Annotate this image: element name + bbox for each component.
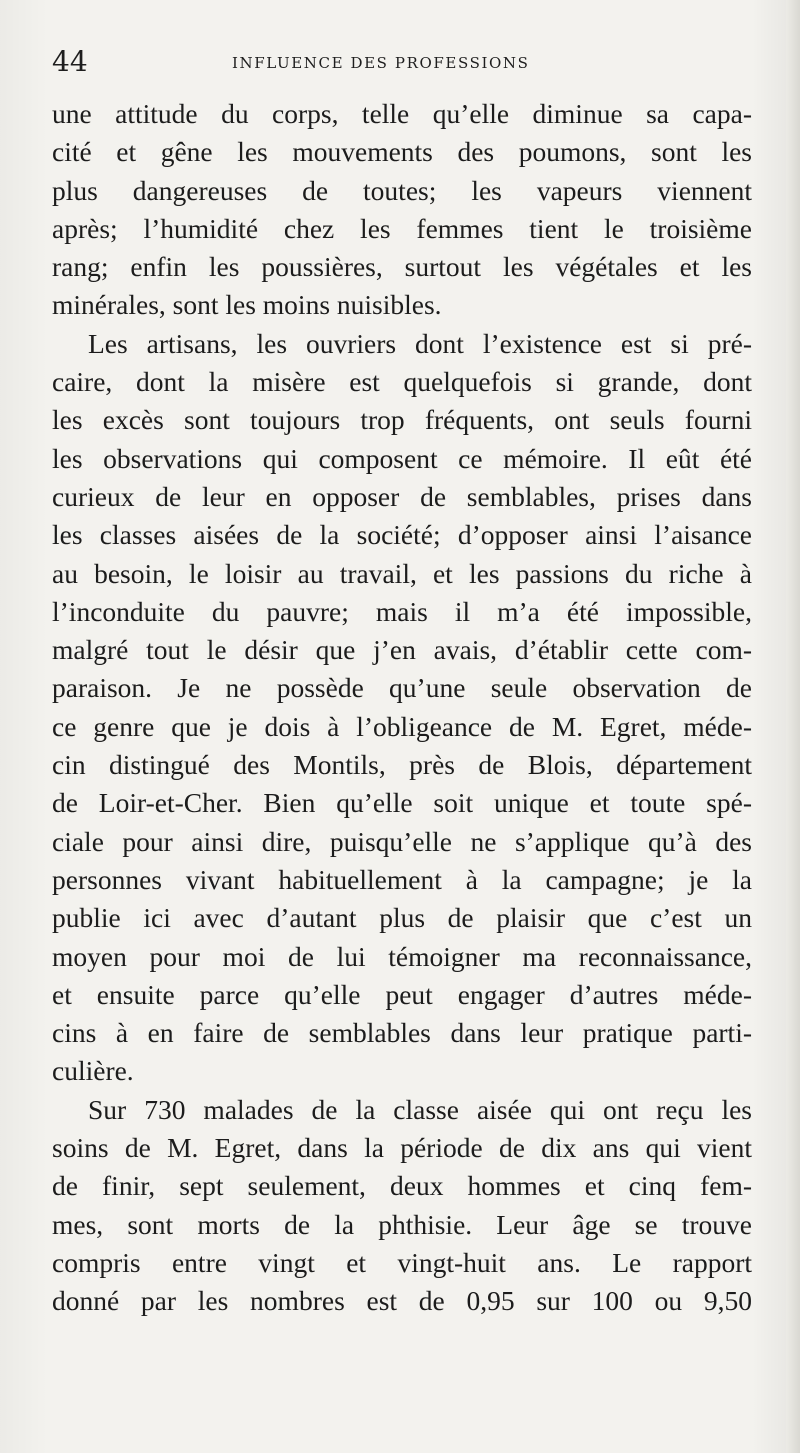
running-title: INFLUENCE DES PROFESSIONS	[232, 54, 530, 72]
text-line: mes, sont morts de la phthisie. Leur âge se trouve	[52, 1208, 752, 1240]
text-line: les classes aisées de la société; d’opposer ainsi l’aisance	[52, 519, 752, 551]
text-line: minérales, sont les moins nuisibles.	[52, 289, 442, 321]
text-line: compris entre vingt et vingt-huit ans. Le rapport	[52, 1246, 752, 1278]
text-line: après; l’humidité chez les femmes tient le troisième	[52, 212, 752, 244]
text-line: curieux de leur en opposer de semblables, prises dans	[52, 480, 752, 512]
text-line: cité et gêne les mouvements des poumons, sont les	[52, 136, 752, 168]
text-line: malgré tout le désir que j’en avais, d’établir cette com-	[52, 634, 752, 666]
text-line: et ensuite parce qu’elle peut engager d’autres méde-	[52, 978, 752, 1010]
text-line: ce genre que je dois à l’obligeance de M. Egret, méde-	[52, 710, 752, 742]
paragraph	[52, 95, 752, 325]
text-line: l’inconduite du pauvre; mais il m’a été impossible,	[52, 595, 752, 627]
page-edge-shadow	[786, 0, 800, 1453]
text-line: paraison. Je ne possède qu’une seule observation de	[52, 672, 752, 704]
text-line: Les artisans, les ouvriers dont l’existence est si pré-	[88, 327, 752, 359]
text-line: moyen pour moi de lui témoigner ma reconnaissance,	[52, 940, 752, 972]
text-line: ciale pour ainsi dire, puisqu’elle ne s’applique qu’à des	[52, 825, 752, 857]
text-line: donné par les nombres est de 0,95 sur 100 ou 9,50	[52, 1285, 752, 1317]
text-line: Sur 730 malades de la classe aisée qui ont reçu les	[88, 1093, 752, 1125]
body-text	[52, 95, 752, 1321]
text-line: cins à en faire de semblables dans leur pratique parti-	[52, 1017, 752, 1049]
text-line: au besoin, le loisir au travail, et les passions du riche à	[52, 557, 752, 589]
text-line: plus dangereuses de toutes; les vapeurs viennent	[52, 174, 752, 206]
paragraph	[52, 1091, 752, 1321]
paragraph	[52, 325, 752, 1091]
text-line: soins de M. Egret, dans la période de dix ans qui vient	[52, 1132, 752, 1164]
page-number: 44	[52, 45, 88, 78]
text-line: personnes vivant habituellement à la campagne; je la	[52, 863, 752, 895]
running-head	[52, 44, 752, 80]
text-line: rang; enfin les poussières, surtout les végétales et les	[52, 251, 752, 283]
text-line: de finir, sept seulement, deux hommes et cinq fem-	[52, 1170, 752, 1202]
text-line: les observations qui composent ce mémoire. Il eût été	[52, 442, 752, 474]
text-line: de Loir-et-Cher. Bien qu’elle soit unique et toute spé-	[52, 787, 752, 819]
text-line: une attitude du corps, telle qu’elle diminue sa capa-	[52, 98, 752, 129]
text-line: les excès sont toujours trop fréquents, ont seuls fourni	[52, 404, 752, 436]
text-line: caire, dont la misère est quelquefois si grande, dont	[52, 366, 752, 398]
text-line: publie ici avec d’autant plus de plaisir que c’est un	[52, 902, 752, 934]
text-line: cin distingué des Montils, près de Blois, département	[52, 749, 752, 781]
text-line: culière.	[52, 1055, 134, 1087]
